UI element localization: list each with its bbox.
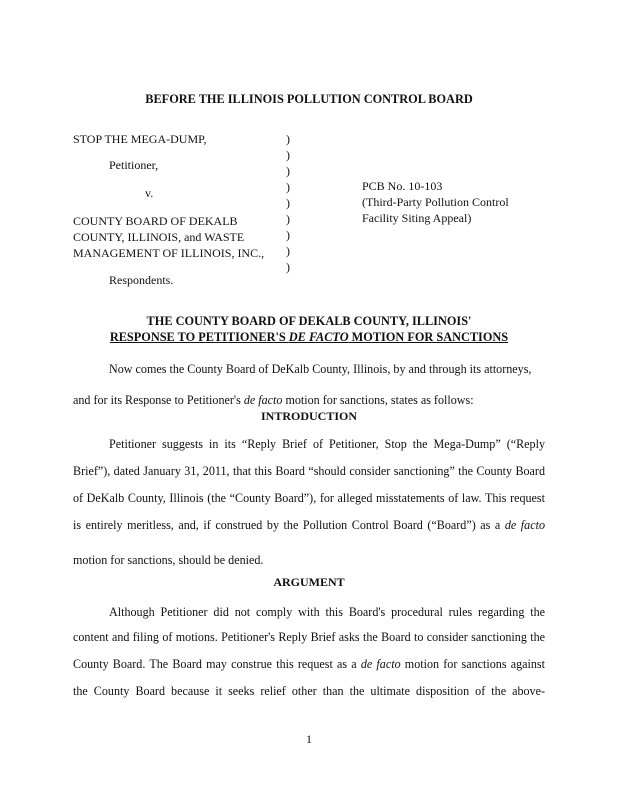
caption-paren: ) [286,148,290,162]
respondent-line: COUNTY, ILLINOIS, and WASTE [73,230,245,244]
body-text: County Board. The Board may construe this request as a [73,657,361,671]
body-italic: de facto [504,518,545,532]
caption-paren: ) [286,196,290,210]
caption-paren: ) [286,180,290,194]
body-italic: de facto [243,393,283,407]
intro-line: Now comes the County Board of DeKalb County, Illinois, by and through its attorneys, [109,362,532,376]
body-text: motion for sanctions, states as follows: [282,393,474,407]
court-heading: BEFORE THE ILLINOIS POLLUTION CONTROL BOARD [145,92,473,106]
paragraph-line: Although Petitioner did not comply with this Board's procedural rules regarding the [109,605,545,619]
caption-paren: ) [286,228,290,242]
body-text: motion for sanctions against [400,657,546,671]
versus-label: v. [145,186,154,200]
respondent-line: MANAGEMENT OF ILLINOIS, INC., [73,246,265,260]
title-text: MOTION FOR SANCTIONS [348,330,509,344]
caption-paren: ) [286,164,290,178]
respondent-line: COUNTY BOARD OF DEKALB [73,214,238,228]
paragraph-line [73,517,545,533]
respondent-role: Respondents. [109,273,174,287]
case-type: (Third-Party Pollution Control [362,195,509,209]
paragraph-line: Brief”), dated January 31, 2011, that this Board “should consider sanctioning” the County Board [73,464,545,478]
caption-divider [286,131,290,275]
page-number: 1 [306,732,312,746]
caption-paren: ) [286,132,290,146]
title-text: RESPONSE TO PETITIONER'S [109,330,289,344]
paragraph-line: the County Board because it seeks relief other than the ultimate disposition of the above- [73,684,545,698]
document-title-line1: THE COUNTY BOARD OF DEKALB COUNTY, ILLINOIS' [146,314,472,328]
body-text: is entirely meritless, and, if construed by the Pollution Control Board (“Board”) as a [73,518,505,532]
section-heading-argument: ARGUMENT [273,575,345,589]
case-type: Facility Siting Appeal) [362,211,472,225]
petitioner-role: Petitioner, [109,158,159,172]
paragraph-line: of DeKalb County, Illinois (the “County Board”), for alleged misstatements of law. This request [73,491,545,505]
title-italic: DE FACTO [288,330,349,344]
intro-line [73,392,545,408]
case-number: PCB No. 10-103 [362,179,443,193]
paragraph-line: Petitioner suggests in its “Reply Brief of Petitioner, Stop the Mega-Dump” (“Reply [109,437,545,451]
caption-paren: ) [286,260,290,274]
section-heading-introduction: INTRODUCTION [260,409,357,423]
body-text: and for its Response to Petitioner's [73,393,244,407]
petitioner-name: STOP THE MEGA-DUMP, [73,132,207,146]
paragraph-line [73,656,545,672]
caption-paren: ) [286,212,290,226]
body-italic: de facto [360,657,401,671]
paragraph-line: motion for sanctions, should be denied. [73,553,264,567]
caption-paren: ) [286,244,290,258]
paragraph-line: content and filing of motions. Petitioner's Reply Brief asks the Board to consider sanctioning the [73,630,545,644]
document-title-line2 [0,330,618,345]
